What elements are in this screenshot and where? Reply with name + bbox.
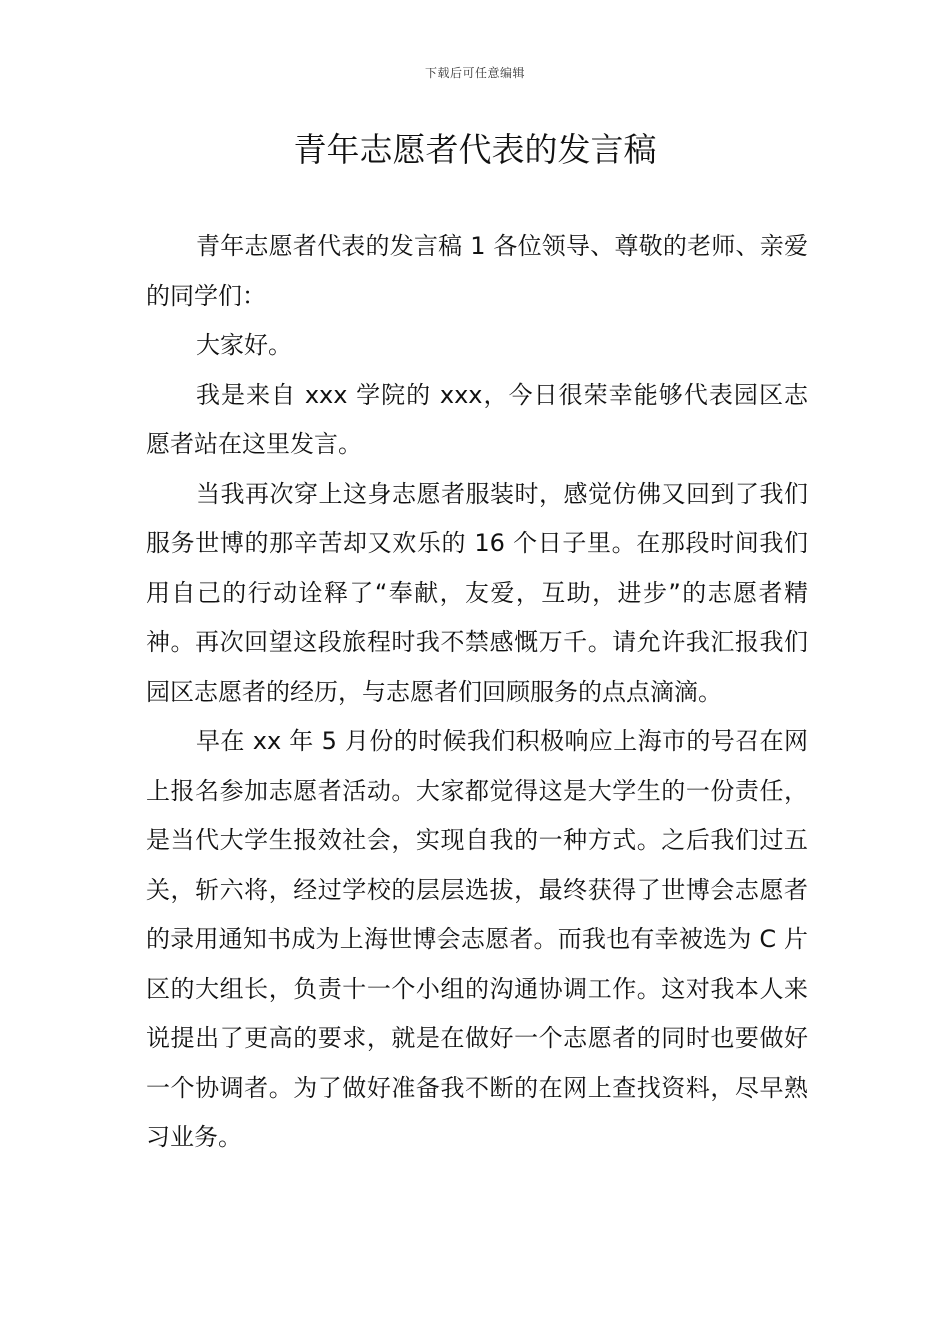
paragraph-introduction: 我是来自 xxx 学院的 xxx，今日很荣幸能够代表园区志愿者站在这里发言。 — [146, 380, 808, 458]
document-body — [146, 222, 808, 1163]
document-title: 青年志愿者代表的发言稿 — [293, 130, 657, 169]
paragraph-hello: 大家好。 — [196, 331, 292, 359]
paragraph-reflection: 当我再次穿上这身志愿者服装时，感觉仿佛又回到了我们服务世博的那辛苦却又欢乐的 16 个日子里。在那段时间我们用自己的行动诠释了“奉献，友爱，互助，进步”的志愿者精神。再次回望这段旅程时我不禁感慨万千。请允许我汇报我们园区志愿者的经历，与志愿者们回顾服务的点点滴滴。 — [146, 479, 808, 706]
paragraph-registration: 早在 xx 年 5 月份的时候我们积极响应上海市的号召在网上报名参加志愿者活动。大家都觉得这是大学生的一份责任，是当代大学生报效社会，实现自我的一种方式。之后我们过五关，斩六将，经过学校的层层选拔，最终获得了世博会志愿者的录用通知书成为上海世博会志愿者。而我也有幸被选为 C 片区的大组长，负责十一个小组的沟通协调工作。这对我本人来说提出了更高的要求，就是在做好一个志愿者的同时也要做好一个协调者。为了做好准备我不断的在网上查找资料，尽早熟习业务。 — [146, 727, 808, 1151]
paragraph-greeting: 青年志愿者代表的发言稿 1 各位领导、尊敬的老师、亲爱的同学们： — [146, 232, 808, 310]
header-note: 下载后可任意编辑 — [424, 66, 525, 80]
